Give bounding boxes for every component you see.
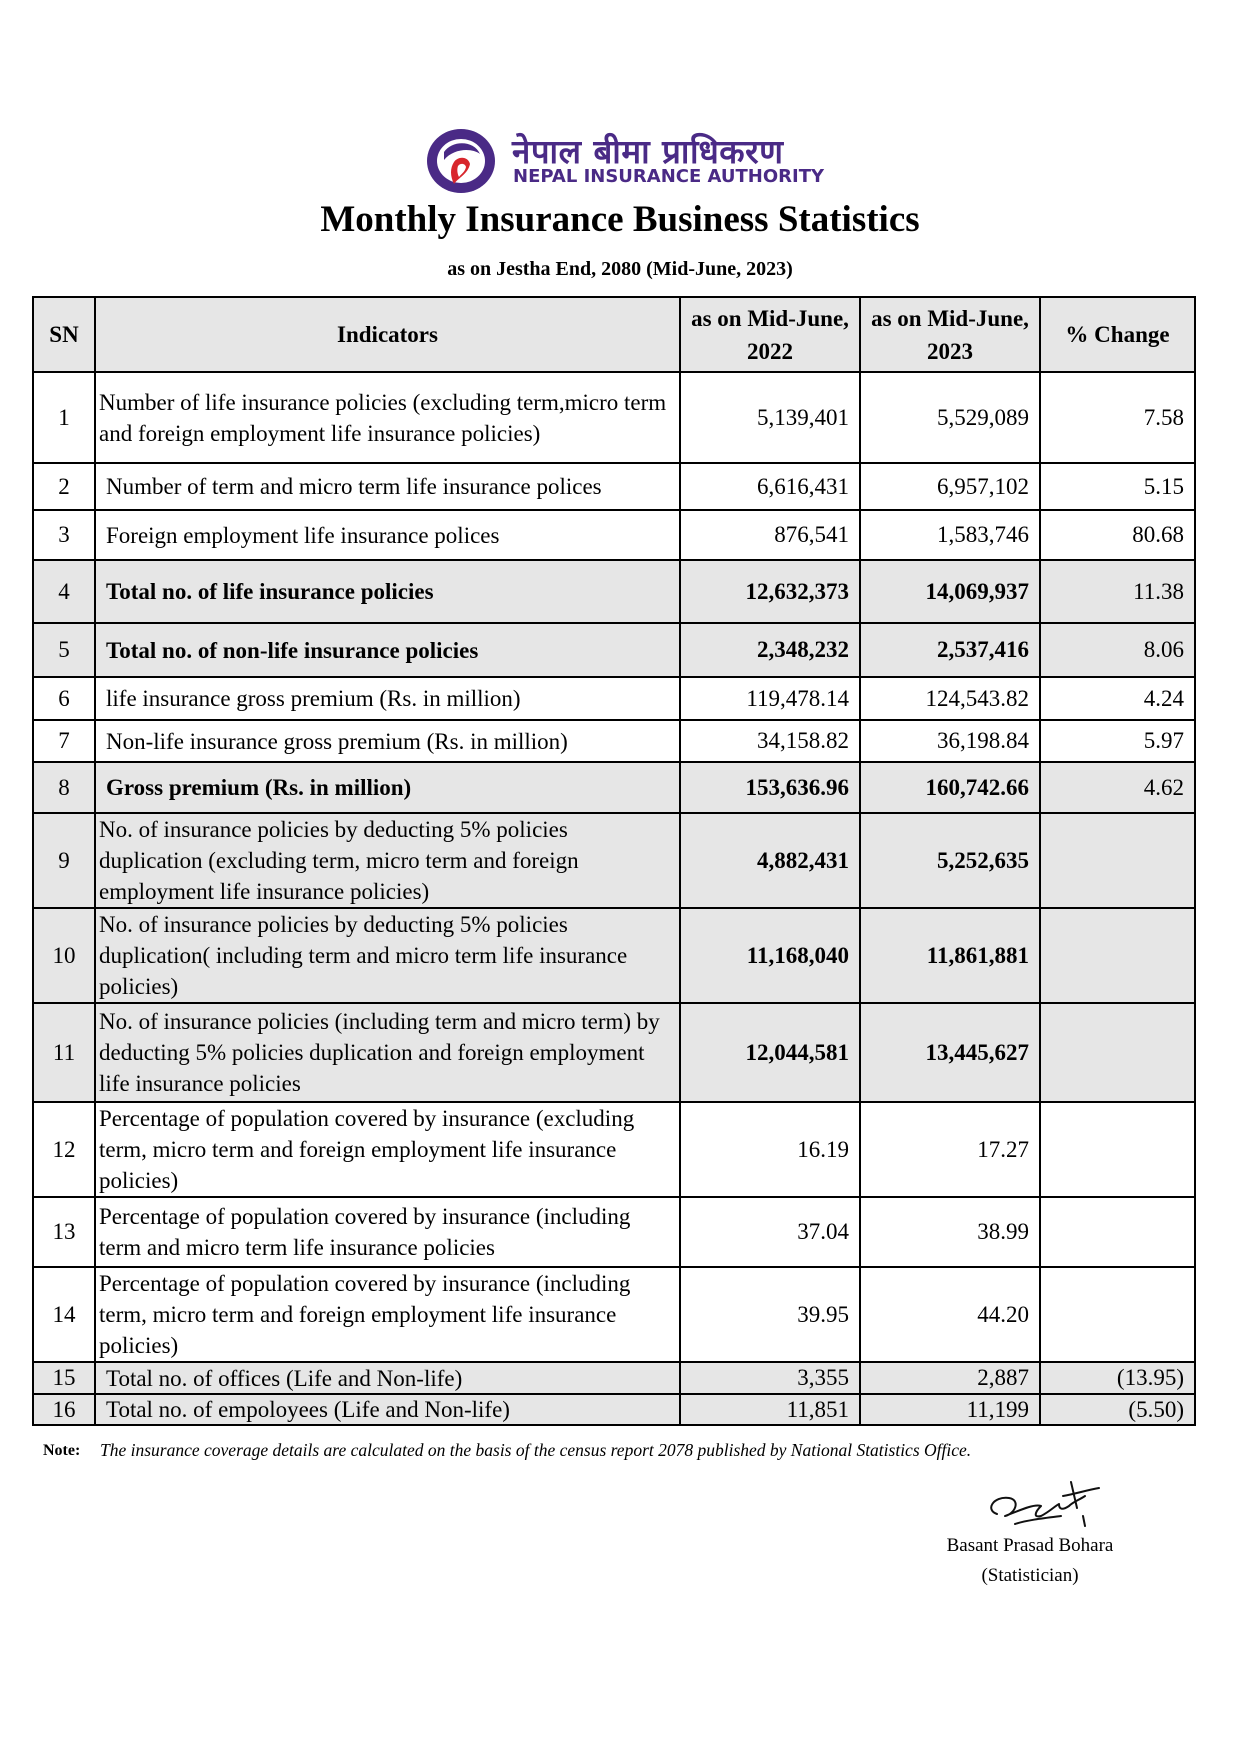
- row-value-2022: 153,636.96: [680, 762, 860, 813]
- row-indicator: No. of insurance policies by deducting 5% policies duplication( including term and micro term life insurance policies): [95, 908, 680, 1003]
- row-change: (13.95): [1040, 1362, 1195, 1394]
- row-change: 8.06: [1040, 623, 1195, 677]
- row-value-2023: 13,445,627: [860, 1003, 1040, 1102]
- row-sn: 10: [33, 908, 95, 1003]
- row-value-2023: 5,529,089: [860, 372, 1040, 463]
- row-value-2023: 44.20: [860, 1267, 1040, 1362]
- row-indicator: No. of insurance policies (including term and micro term) by deducting 5% policies duplication and foreign employment life insurance policies: [95, 1003, 680, 1102]
- row-value-2023: 17.27: [860, 1102, 1040, 1197]
- row-indicator-text: Total no. of non-life insurance policies: [106, 637, 479, 663]
- row-indicator: [95, 762, 680, 813]
- statistics-table: [32, 296, 1196, 1426]
- row-indicator-text: Total no. of life insurance policies: [106, 579, 434, 604]
- row-indicator: [95, 720, 680, 762]
- row-indicator: Percentage of population covered by insurance (including term and micro term life insurance policies: [95, 1197, 680, 1267]
- row-indicator: [95, 623, 680, 677]
- table-row: [33, 677, 1195, 720]
- row-indicator-text: Total no. of offices (Life and Non-life): [106, 1365, 463, 1391]
- row-value-2022: 39.95: [680, 1267, 860, 1362]
- row-sn: 8: [33, 762, 95, 813]
- table-row: [33, 1197, 1195, 1267]
- row-value-2022: 5,139,401: [680, 372, 860, 463]
- org-name-english: NEPAL INSURANCE AUTHORITY: [513, 166, 825, 187]
- row-indicator-text: Number of term and micro term life insurance polices: [106, 474, 602, 499]
- table-row: [33, 510, 1195, 560]
- row-sn: 7: [33, 720, 95, 762]
- table-row: [33, 1267, 1195, 1362]
- row-sn: 15: [33, 1362, 95, 1394]
- row-sn: 4: [33, 560, 95, 623]
- table-row-summary: [33, 1362, 1195, 1394]
- row-value-2022: 876,541: [680, 510, 860, 560]
- row-sn: 3: [33, 510, 95, 560]
- row-value-2023: 1,583,746: [860, 510, 1040, 560]
- row-indicator: [95, 677, 680, 720]
- row-value-2023: 11,199: [860, 1394, 1040, 1425]
- table-header-row: [33, 297, 1195, 372]
- row-change: [1040, 813, 1195, 908]
- row-indicator-text: Gross premium (Rs. in million): [106, 775, 412, 800]
- row-value-2023: 14,069,937: [860, 560, 1040, 623]
- row-change: [1040, 1003, 1195, 1102]
- row-value-2023: 5,252,635: [860, 813, 1040, 908]
- row-value-2023: 11,861,881: [860, 908, 1040, 1003]
- table-row-highlight: [33, 1003, 1195, 1102]
- row-indicator-text: Total no. of empoloyees (Life and Non-life): [106, 1397, 510, 1422]
- row-indicator: No. of insurance policies by deducting 5% policies duplication (excluding term, micro term and foreign employment life insurance policies): [95, 813, 680, 908]
- row-change: [1040, 908, 1195, 1003]
- row-sn: 6: [33, 677, 95, 720]
- col-header-sn: SN: [33, 297, 95, 372]
- row-sn: 13: [33, 1197, 95, 1267]
- row-indicator: [95, 1362, 680, 1394]
- row-indicator: [95, 463, 680, 510]
- signature-image: [975, 1470, 1105, 1540]
- row-indicator-text: Non-life insurance gross premium (Rs. in million): [106, 728, 568, 754]
- row-indicator: Number of life insurance policies (excluding term,micro term and foreign employment life insurance policies): [95, 372, 680, 463]
- row-sn: 12: [33, 1102, 95, 1197]
- row-change: 5.15: [1040, 463, 1195, 510]
- row-change: 11.38: [1040, 560, 1195, 623]
- row-sn: 1: [33, 372, 95, 463]
- row-indicator-text: Foreign employment life insurance polices: [106, 522, 500, 548]
- row-value-2023: 2,537,416: [860, 623, 1040, 677]
- table-row: [33, 1102, 1195, 1197]
- row-indicator: [95, 1394, 680, 1425]
- col-header-2023: as on Mid-June, 2023: [860, 297, 1040, 372]
- row-value-2022: 12,044,581: [680, 1003, 860, 1102]
- row-sn: 11: [33, 1003, 95, 1102]
- col-header-2022: as on Mid-June, 2022: [680, 297, 860, 372]
- table-row-total: [33, 560, 1195, 623]
- row-change: [1040, 1102, 1195, 1197]
- row-value-2023: 6,957,102: [860, 463, 1040, 510]
- signatory-role: (Statistician): [981, 1565, 1079, 1586]
- org-name-nepali: नेपाल बीमा प्राधिकरण: [512, 132, 784, 171]
- row-value-2022: 12,632,373: [680, 560, 860, 623]
- table-row-highlight: [33, 908, 1195, 1003]
- nia-logo: [424, 126, 824, 198]
- table-row: [33, 372, 1195, 463]
- row-value-2022: 3,355: [680, 1362, 860, 1394]
- row-sn: 5: [33, 623, 95, 677]
- row-value-2022: 34,158.82: [680, 720, 860, 762]
- row-indicator: [95, 510, 680, 560]
- row-sn: 16: [33, 1394, 95, 1425]
- row-sn: 2: [33, 463, 95, 510]
- row-change: [1040, 1267, 1195, 1362]
- col-header-indicators: Indicators: [95, 297, 680, 372]
- row-value-2023: 38.99: [860, 1197, 1040, 1267]
- row-value-2023: 36,198.84: [860, 720, 1040, 762]
- row-change: 7.58: [1040, 372, 1195, 463]
- table-row: [33, 720, 1195, 762]
- row-value-2022: 4,882,431: [680, 813, 860, 908]
- signatory-name: Basant Prasad Bohara: [946, 1535, 1114, 1556]
- page-title: Monthly Insurance Business Statistics: [320, 199, 920, 240]
- row-value-2022: 37.04: [680, 1197, 860, 1267]
- row-indicator: Percentage of population covered by insurance (including term, micro term and foreign employment life insurance policies): [95, 1267, 680, 1362]
- row-value-2022: 11,851: [680, 1394, 860, 1425]
- row-indicator: [95, 560, 680, 623]
- row-indicator: Percentage of population covered by insurance (excluding term, micro term and foreign employment life insurance policies): [95, 1102, 680, 1197]
- table-row-total: [33, 623, 1195, 677]
- row-change: 4.24: [1040, 677, 1195, 720]
- row-value-2023: 124,543.82: [860, 677, 1040, 720]
- row-value-2022: 6,616,431: [680, 463, 860, 510]
- row-indicator-text: life insurance gross premium (Rs. in million): [106, 686, 521, 711]
- row-value-2023: 2,887: [860, 1362, 1040, 1394]
- nia-emblem-icon: [424, 126, 498, 196]
- row-value-2023: 160,742.66: [860, 762, 1040, 813]
- page-subtitle: as on Jestha End, 2080 (Mid-June, 2023): [447, 258, 793, 280]
- row-change: 5.97: [1040, 720, 1195, 762]
- row-value-2022: 119,478.14: [680, 677, 860, 720]
- row-sn: 14: [33, 1267, 95, 1362]
- note-label: Note:: [43, 1442, 81, 1459]
- table-row: [33, 463, 1195, 510]
- row-value-2022: 2,348,232: [680, 623, 860, 677]
- row-change: 80.68: [1040, 510, 1195, 560]
- row-sn: 9: [33, 813, 95, 908]
- row-value-2022: 11,168,040: [680, 908, 860, 1003]
- row-change: (5.50): [1040, 1394, 1195, 1425]
- note-text: The insurance coverage details are calculated on the basis of the census report 2078 published by National Statistics Office.: [100, 1440, 972, 1460]
- row-change: 4.62: [1040, 762, 1195, 813]
- col-header-change: % Change: [1040, 297, 1195, 372]
- table-row-summary: [33, 1394, 1195, 1425]
- row-change: [1040, 1197, 1195, 1267]
- table-row-highlight: [33, 813, 1195, 908]
- row-value-2022: 16.19: [680, 1102, 860, 1197]
- table-row-total: [33, 762, 1195, 813]
